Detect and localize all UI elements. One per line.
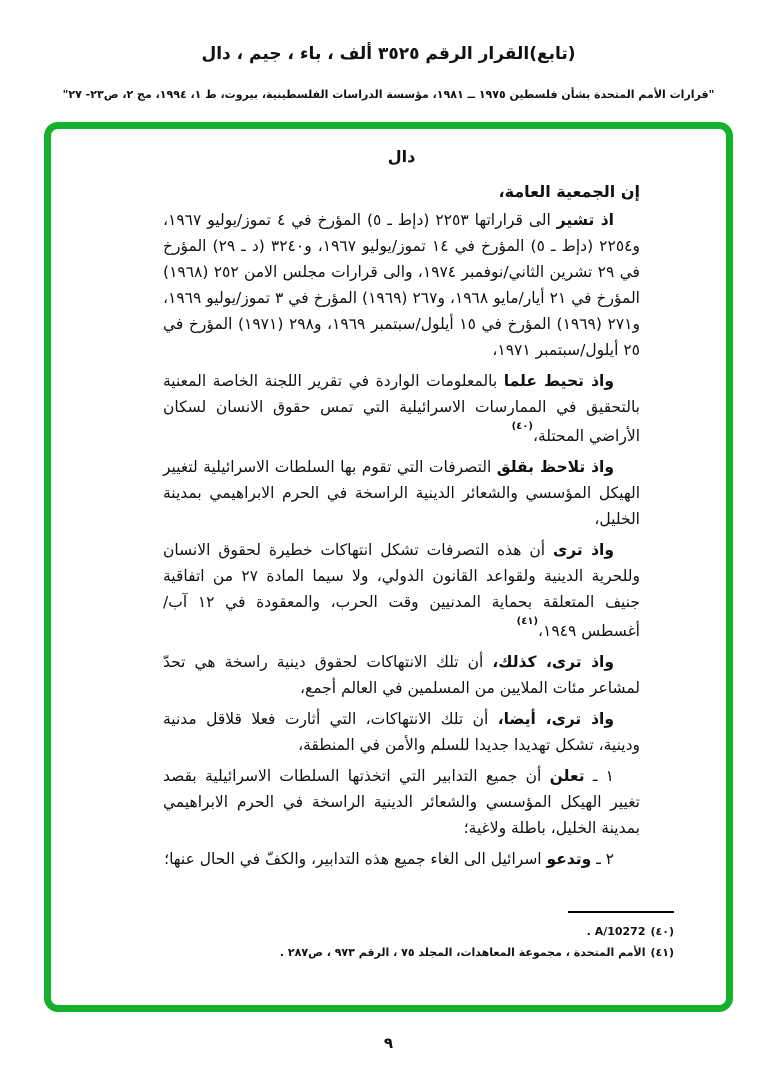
paragraph-considering-also: واذ ترى، كذلك، أن تلك الانتهاكات لحقوق دينية راسخة هي تحدّ لمشاعر مئات الملايين من المسلمين في العالم أجمع، [163, 653, 640, 698]
operative-item-2: ٢ ـ وتدعو اسرائيل الى الغاء جميع هذه التدابير، والكفّ في الحال عنها؛ [164, 850, 614, 869]
footnotes-block [279, 911, 674, 963]
preamble-opening: إن الجمعية العامة، [498, 182, 640, 201]
paragraph-taking-note: واذ تحيط علما بالمعلومات الواردة في تقرير اللجنة الخاصة المعنية بالتحقيق في الممارسات الاسرائيلية التي تمس حقوق الانسان لسكان الأراضي المحتلة،$^{(٤٠)}$ [163, 372, 640, 446]
section-title: دال [387, 147, 416, 166]
operative-item-1: ١ ـ تعلن أن جميع التدابير التي اتخذتها السلطات الاسرائيلية بقصد تغيير الهيكل المؤسسي والشعائر الدينية الراسخة في الحرم الابراهيمي بمدينة الخليل، باطلة ولاغية؛ [163, 767, 640, 838]
resolution-title: (تابع)القرار الرقم ٣٥٢٥ ألف ، باء ، جيم ، دال [201, 44, 576, 64]
paragraph-considering: واذ ترى أن هذه التصرفات تشكل انتهاكات خطيرة لحقوق الانسان وللحرية الدينية ولقواعد القانون الدولي، ولا سيما المادة ٢٧ من اتفاقية جنيف المتعلقة بحماية المدنيين وقت الحرب، والمعقودة في ١٢ آب/أغسطس ١٩٤٩،$^{(٤١)}$ [163, 541, 641, 641]
footnote-ref-41: (٤١) [516, 616, 539, 628]
source-citation: "قرارات الأمم المتحدة بشأن فلسطين ١٩٧٥ ــ ١٩٨١، مؤسسة الدراسات الفلسطينية، بيروت، ط ١، ١٩٩٤، مج ٢، ص٢٣- ٢٧" [62, 88, 715, 101]
footnote-40: (٤٠)A/10272 . [586, 925, 674, 938]
document-body [163, 147, 640, 877]
paragraph-considering-further: واذ ترى، أيضا، أن تلك الانتهاكات، التي أثارت فعلا قلاقل مدنية ودينية، تشكل تهديدا جديدا للسلم والأمن في المنطقة، [163, 710, 640, 755]
page-number: ٩ [383, 1034, 394, 1052]
highlight-box [44, 122, 733, 1012]
footnote-separator [568, 911, 674, 913]
footnote-ref-40: (٤٠) [511, 421, 533, 432]
paragraph-recalling: اذ تشير الى قراراتها ٢٢٥٣ (دإط ـ ٥) المؤرخ في ٤ تموز/يوليو ١٩٦٧، و٢٢٥٤ (دإط ـ ٥) المؤرخ في ١٤ تموز/يوليو ١٩٦٧، و٣٢٤٠ (د ـ ٢٩) المؤرخ في ٢٩ تشرين الثاني/نوفمبر ١٩٧٤، والى قرارات مجلس الامن ٢٥٢ (١٩٦٨) المؤرخ في ٢١ أيار/مايو ١٩٦٨، و٢٦٧ (١٩٦٩) المؤرخ في ٣ تموز/يوليو ١٩٦٩، و٢٧١ (١٩٦٩) المؤرخ في ١٥ أيلول/سبتمبر ١٩٦٩، و٢٩٨ (١٩٧١) المؤرخ في ٢٥ أيلول/سبتمبر ١٩٧١، [163, 211, 640, 359]
footnote-41: (٤١)الأمم المتحدة ، مجموعة المعاهدات، المجلد ٧٥ ، الرقم ٩٧٣ ، ص٢٨٧ . [279, 946, 674, 959]
paragraph-noting-concern: واذ تلاحظ بقلق التصرفات التي تقوم بها السلطات الاسرائيلية لتغيير الهيكل المؤسسي والشعائر الدينية الراسخة في الحرم الابراهيمي بمدينة الخليل، [163, 458, 640, 529]
